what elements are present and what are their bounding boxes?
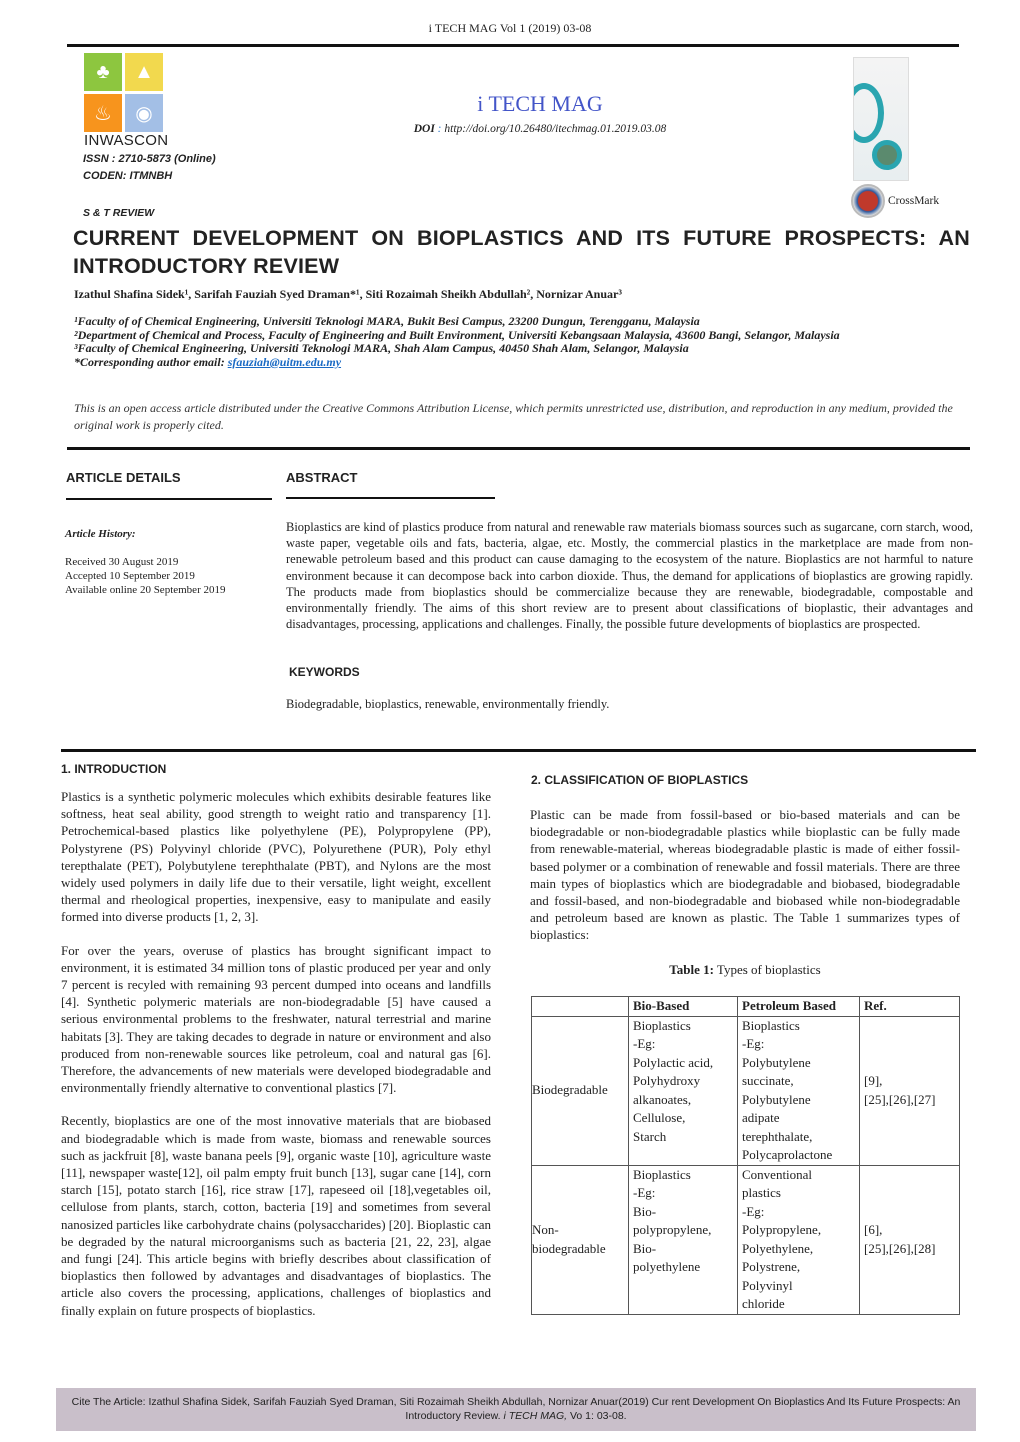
tree-icon: ♣ — [84, 53, 122, 91]
bioplastics-types-table — [531, 996, 960, 1315]
paragraph: Recently, bioplastics are one of the most innovative materials that are biobased and biodegradable which is made from waste, biomass and renewable sources such as jackfruit [8], waste banana peels [9], organic waste [10], agriculture waste [11], newspaper waste[12], oil palm empty fruit bunch [13], sugar cane [14], corn starch [15], potato starch [16], rice straw [17], rapeseed oil [18],vegetables oil, cellulose from plants, starch, cotton, bacteria [19] and sometimes from several nanosized particles like carbohydrate chains (polysaccharides) [20]. Bioplastic can be degraded by the natural microorganisms such as bacteria [21, 22, 23], algae and fungi [24]. This article begins with briefly describes about classification of bioplastics then followed by advantages and disadvantages of bioplastics. The article also covers the processing, applications, challenges of bioplastics and finally explain on future prospects of bioplastics. — [61, 1113, 491, 1318]
inwascon-logo — [84, 53, 164, 132]
received-date: Received 30 August 2019 — [65, 556, 179, 568]
affiliation: ³Faculty of Chemical Engineering, Universiti Teknologi MARA, Shah Alam Campus, 40450 Shah Alam, Selangor, Malaysia — [74, 341, 689, 356]
table-header: Ref. — [860, 997, 960, 1017]
running-header: i TECH MAG Vol 1 (2019) 03-08 — [428, 21, 592, 35]
table-cell: [6], [25],[26],[28] — [860, 1165, 960, 1314]
table-cell: Bioplastics -Eg: Polylactic acid, Polyhydroxy alkanoates, Cellulose, Starch — [629, 1016, 738, 1165]
article-history-label: Article History: — [65, 528, 136, 540]
keywords: Biodegradable, bioplastics, renewable, environmentally friendly. — [286, 697, 610, 711]
journal-title: i TECH MAG — [477, 91, 603, 116]
classification-heading: 2. CLASSIFICATION OF BIOPLASTICS — [531, 773, 749, 787]
doi-link[interactable]: http://doi.org/10.26480/itechmag.01.2019.03.08 — [444, 123, 667, 135]
divider — [66, 498, 272, 500]
online-date: Available online 20 September 2019 — [65, 584, 226, 596]
table-caption: Table 1: Types of bioplastics — [669, 962, 821, 977]
table-header-row — [532, 997, 960, 1017]
license-note: This is an open access article distributed under the Creative Commons Attribution License, which permits unrestricted use, distribution, and reproduction in any medium, provided the original work is properly cited. — [74, 401, 953, 432]
paragraph: Plastic can be made from fossil-based or bio-based materials and can be biodegradable or non-biodegradable plastics while bioplastic can be fully made from renewable-material, whereas biodegradable plastic is made of either fossil-based polymer or a combination of renewable and fossil materials. There are three main types of bioplastics which are biodegradable and biobased, biodegradable and fossil-based, and non-biodegradable and biobased while non-biodegradable and petroleum based are known as plastic. The Table 1 summarizes types of bioplastics: — [530, 807, 960, 943]
crossmark-button[interactable] — [851, 184, 939, 218]
article-title: CURRENT DEVELOPMENT ON BIOPLASTICS AND ITS FUTURE PROSPECTS: AN INTRODUCTORY REVIEW — [73, 226, 970, 278]
affiliation: ²Department of Chemical and Process, Faculty of Engineering and Built Environment, Universiti Kebangsaan Malaysia, 43600 Bangi, Selangor, Malaysia — [74, 327, 840, 342]
table-header: Petroleum Based — [738, 997, 860, 1017]
keywords-heading: KEYWORDS — [289, 665, 360, 679]
table-cell: Non- biodegradable — [532, 1165, 629, 1314]
divider — [61, 749, 976, 752]
table-cell: Bioplastics -Eg: Bio- polypropylene, Bio- polyethylene — [629, 1165, 738, 1314]
affiliations — [74, 315, 974, 369]
intro-body — [61, 788, 491, 1319]
doi: DOI : http://doi.org/10.26480/itechmag.01.2019.03.08 — [413, 123, 667, 135]
divider — [286, 497, 495, 499]
paragraph: For over the years, overuse of plastics has brought significant impact to environment, it is estimated 34 million tons of plastic produced per year and only 7 percent is recyled with remaining 93 percent dumped into oceans and landfills [4]. Synthetic polymeric materials are non-biodegradable [5] have caused a serious environmental problems to the freshwater, natural terrestrial and marine habitats [3]. They are taking decades to degrade in nature or environment and also produced from non-renewable sources like petroleum, coal and natural gas [6]. Therefore, the advancements of new materials were developed biodegradable and environmentally friendly alternative to conventional plastics [7]. — [61, 942, 491, 1096]
author-list: Izathul Shafina Sidek¹, Sarifah Fauziah Syed Draman*¹, Siti Rozaimah Sheikh Abdullah², Nornizar Anuar³ — [74, 287, 622, 301]
divider — [67, 447, 970, 450]
table-cell: Conventional plastics -Eg: Polypropylene, Polyethylene, Polystrene, Polyvinyl chloride — [738, 1165, 860, 1314]
fire-icon: ♨ — [84, 94, 122, 132]
crossmark-icon — [851, 184, 885, 218]
publisher-name: INWASCON — [84, 132, 169, 149]
article-details-heading: ARTICLE DETAILS — [66, 470, 181, 485]
accepted-date: Accepted 10 September 2019 — [65, 570, 195, 582]
top-rule — [67, 44, 959, 47]
affiliation: ¹Faculty of of Chemical Engineering, Universiti Teknologi MARA, Bukit Besi Campus, 23200 Dungun, Terengganu, Malaysia — [74, 314, 700, 328]
coden: CODEN: ITMNBH — [83, 170, 173, 182]
table-cell: Bioplastics -Eg: Polybutylene succinate, Polybutylene adipate terephthalate, Polycaprolactone — [738, 1016, 860, 1165]
journal-cover-image — [853, 57, 909, 181]
doi-label: DOI — [413, 123, 435, 135]
issn: ISSN : 2710-5873 (Online) — [83, 153, 216, 165]
intro-heading: 1. INTRODUCTION — [61, 762, 167, 776]
citation-footer: Cite The Article: Izathul Shafina Sidek, Sarifah Fauziah Syed Draman, Siti Rozaimah Sheikh Abdullah, Nornizar Anuar(2019) Cur rent Development On Bioplastics And Its Future Prospects: An Introductory Review. i TECH MAG, Vo 1: 03-08. — [56, 1388, 976, 1431]
mountain-icon: ▲ — [125, 53, 163, 91]
abstract-text: Bioplastics are kind of plastics produce from natural and renewable raw materials biomass sources such as sugarcane, corn starch, wood, waste paper, vegetable oils and fats, bacteria, algae, etc. Mostly, the commercial plastics in the marketplace are made from non-renewable petroleum based and this product can cause damaging to the ecosystem of the nature. Bioplastics are not harmful to nature environment because it can decompose back into carbon dioxide. Thus, the demand for applications of bioplastics are growing rapidly. The products made from bioplastics should be commercialize because they are renewable, biodegradable, compostable and environmentally friendly. The aims of this short review are to present about classifications of bioplastic, their advantages and disadvantages, processing, applications and challenges. Finally, the possible future developments of bioplastics are prospected. — [286, 520, 973, 632]
section-label: S & T REVIEW — [83, 207, 155, 219]
crossmark-label: CrossMark — [888, 195, 940, 207]
table-header — [532, 997, 629, 1017]
table-cell: [9], [25],[26],[27] — [860, 1016, 960, 1165]
email-link[interactable]: sfauziah@uitm.edu.my — [227, 354, 342, 369]
table-header: Bio-Based — [629, 997, 738, 1017]
table-row — [532, 1165, 960, 1314]
corresponding-author: *Corresponding author email: sfauziah@uitm.edu.my — [74, 354, 342, 369]
water-drop-icon: ◉ — [125, 94, 163, 132]
paragraph: Plastics is a synthetic polymeric molecules which exhibits desirable features like softness, heat seal ability, good strength to weight ratio and transparency [1]. Petrochemical-based plastics like polyethylene (PE), Polypropylene (PP), Polystyrene (PS) Polyvinyl chloride (PVC), Polyurethene (PUR), Poly ethyl terepthalate (PET), Polybutylene terephthalate (PBT), and Nylons are the most widely used polymers in daily life due to their versatile, light weight, excellent thermal and rheological properties, inexpensive, easy to manipulate and easily formed into diverse products [1, 2, 3]. — [61, 789, 491, 925]
table-cell: Biodegradable — [532, 1016, 629, 1165]
abstract-heading: ABSTRACT — [286, 470, 358, 485]
table-row — [532, 1016, 960, 1165]
